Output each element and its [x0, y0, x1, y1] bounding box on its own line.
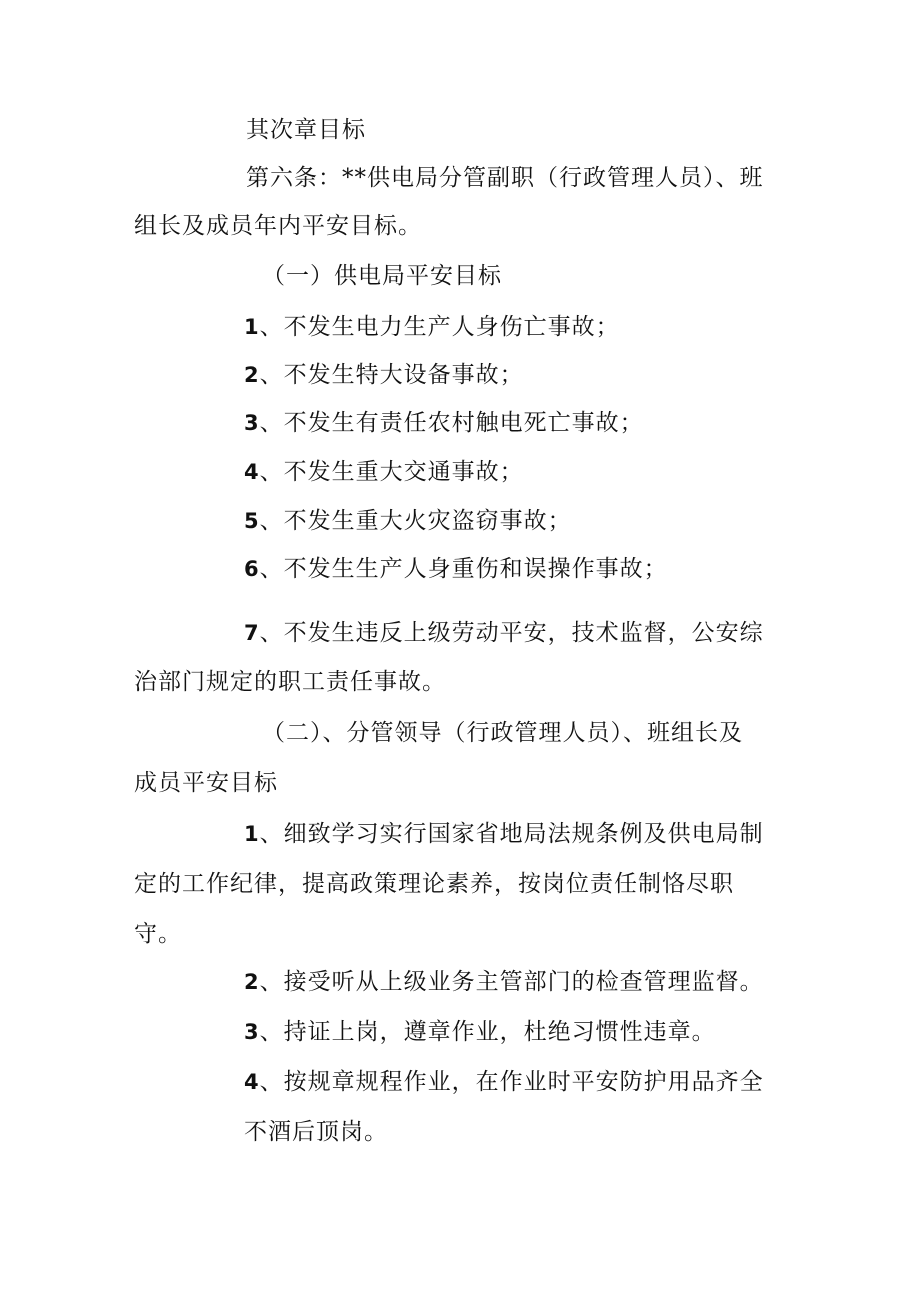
- item-number: 1: [244, 315, 260, 339]
- item-number: 6: [244, 557, 260, 581]
- item-number: 4: [244, 460, 260, 484]
- item-number: 5: [244, 509, 260, 533]
- section-2-item-4-cont: 不酒后顶岗。: [244, 1119, 388, 1145]
- section-2-item-1: [244, 820, 764, 848]
- section-1-item-7: [244, 619, 764, 647]
- section-2-heading-line-2: 成员平安目标: [134, 770, 278, 796]
- section-1-item-7-cont: 治部门规定的职工责任事故。: [134, 669, 446, 695]
- item-number: 3: [244, 1020, 260, 1044]
- section-2-item-3: [244, 1018, 716, 1046]
- item-number: 3: [244, 411, 260, 435]
- section-1-item-1: [244, 313, 620, 341]
- section-2-item-2: [244, 968, 764, 996]
- item-text: 、不发生违反上级劳动平安，技术监督，公安综: [259, 620, 764, 646]
- item-text: 、按规章规程作业，在作业时平安防护用品齐全: [259, 1069, 764, 1095]
- section-2-item-1-cont-2: 守。: [134, 921, 182, 947]
- item-number: 7: [244, 621, 260, 645]
- section-1-item-5: [244, 507, 572, 535]
- article-6-line-2: 组长及成员年内平安目标。: [134, 213, 422, 239]
- item-text: 、不发生有责任农村触电死亡事故；: [259, 410, 644, 436]
- item-text: 、不发生重大火灾盗窃事故；: [259, 508, 572, 534]
- item-number: 1: [244, 822, 260, 846]
- item-text: 、细致学习实行国家省地局法规条例及供电局制: [259, 821, 764, 847]
- item-text: 、不发生特大设备事故；: [259, 362, 524, 388]
- section-1-item-4: [244, 458, 524, 486]
- item-text: 、接受听从上级业务主管部门的检查管理监督。: [259, 969, 764, 995]
- item-text: 、不发生电力生产人身伤亡事故；: [259, 314, 620, 340]
- section-2-item-1-cont-1: 定的工作纪律，提高政策理论素养，按岗位责任制恪尽职: [134, 871, 734, 897]
- item-number: 4: [244, 1070, 260, 1094]
- item-text: 、不发生生产人身重伤和误操作事故；: [259, 556, 668, 582]
- chapter-title: 其次章目标: [246, 117, 366, 143]
- item-text: 、持证上岗，遵章作业，杜绝习惯性违章。: [259, 1019, 716, 1045]
- section-2-heading-line-1: （二）、分管领导（行政管理人员）、班组长及: [262, 720, 743, 746]
- section-1-item-3: [244, 409, 644, 437]
- article-6-line-1: 第六条：**供电局分管副职（行政管理人员）、班: [246, 165, 764, 191]
- section-1-item-2: [244, 361, 524, 389]
- item-number: 2: [244, 970, 260, 994]
- section-2-item-4: [244, 1068, 764, 1096]
- item-number: 2: [244, 363, 260, 387]
- section-1-item-6: [244, 555, 668, 583]
- item-text: 、不发生重大交通事故；: [259, 459, 524, 485]
- section-1-heading: （一）供电局平安目标: [262, 263, 502, 289]
